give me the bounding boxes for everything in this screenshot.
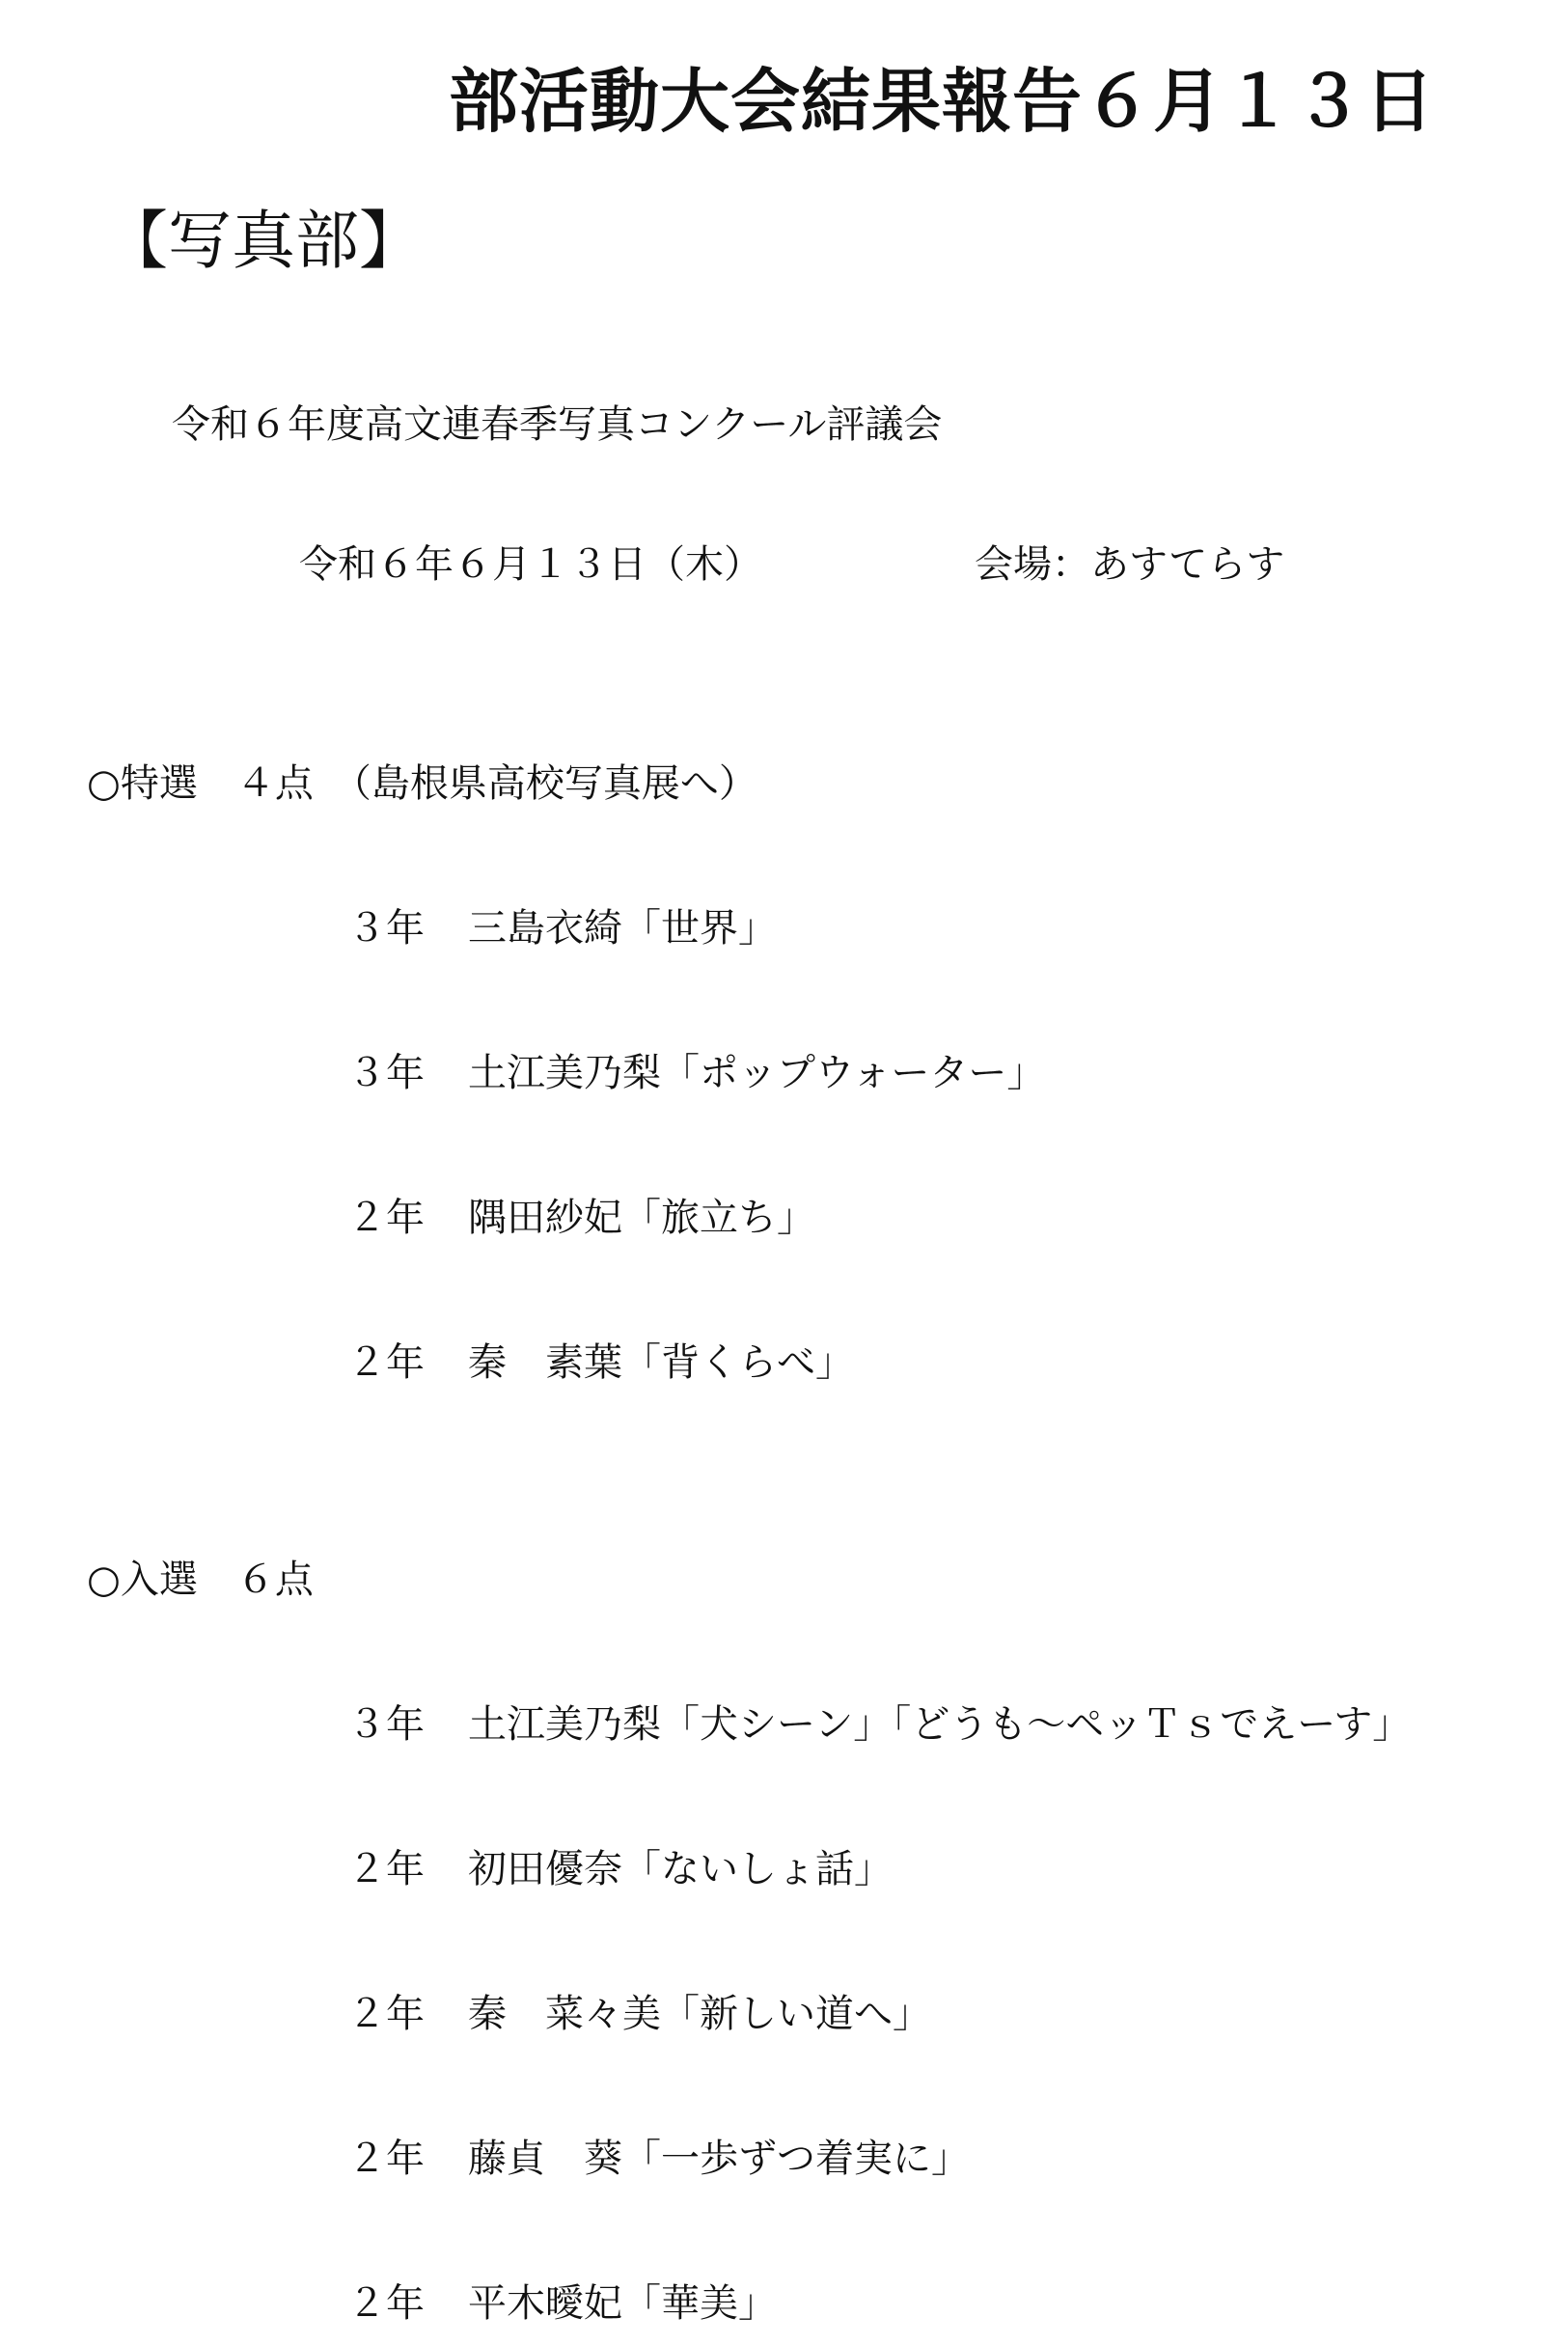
page-title: 部活動大会結果報告６月１３日 bbox=[449, 61, 1436, 142]
entry-text: 隅田紗妃「旅立ち」 bbox=[468, 1196, 815, 1240]
entry-grade: ２年 bbox=[347, 1992, 425, 2036]
entry-grade: ２年 bbox=[347, 2137, 425, 2181]
entry-grade: ２年 bbox=[347, 1196, 425, 1240]
entry-text: 平木曖妃「華美」 bbox=[468, 2281, 777, 2326]
section-heading: 【写真部】 bbox=[104, 204, 423, 278]
entry-grade: ３年 bbox=[347, 1051, 425, 1095]
event-date: 令和６年６月１３日（木） bbox=[299, 542, 762, 587]
list-item bbox=[347, 899, 777, 957]
event-name: 令和６年度高文連春季写真コンクール評議会 bbox=[172, 402, 943, 447]
list-item bbox=[347, 1696, 1411, 1753]
entry-text: 秦 菜々美「新しい道へ」 bbox=[468, 1992, 931, 2036]
entry-grade: ３年 bbox=[347, 906, 425, 951]
entry-grade: ３年 bbox=[347, 1702, 425, 1747]
entry-grade: ２年 bbox=[347, 2281, 425, 2326]
entry-text: 秦 素葉「背くらべ」 bbox=[468, 1340, 854, 1385]
list-item bbox=[347, 2275, 777, 2332]
list-item bbox=[347, 1189, 815, 1247]
list-item bbox=[347, 2130, 970, 2188]
entry-text: 三島衣綺「世界」 bbox=[468, 906, 777, 951]
list-item bbox=[347, 1840, 893, 1898]
entry-text: 土江美乃梨「犬シーン」「どうも～ペッＴｓでえーす」 bbox=[468, 1702, 1412, 1747]
entry-grade: ２年 bbox=[347, 1340, 425, 1385]
list-item bbox=[347, 1985, 931, 2043]
entry-text: 土江美乃梨「ポップウォーター」 bbox=[468, 1051, 1046, 1095]
category-heading-special: ○特選 ４点 （島根県高校写真展へ） bbox=[87, 761, 757, 806]
list-item bbox=[347, 1334, 854, 1392]
entry-grade: ２年 bbox=[347, 1847, 425, 1891]
entry-text: 初田優奈「ないしょ話」 bbox=[468, 1847, 893, 1891]
list-item bbox=[347, 1044, 1045, 1102]
entry-text: 藤貞 葵「一歩ずつ着実に」 bbox=[468, 2137, 970, 2181]
event-venue: 会場：あすてらす bbox=[975, 542, 1285, 587]
category-heading-selected: ○入選 ６点 bbox=[87, 1558, 314, 1602]
